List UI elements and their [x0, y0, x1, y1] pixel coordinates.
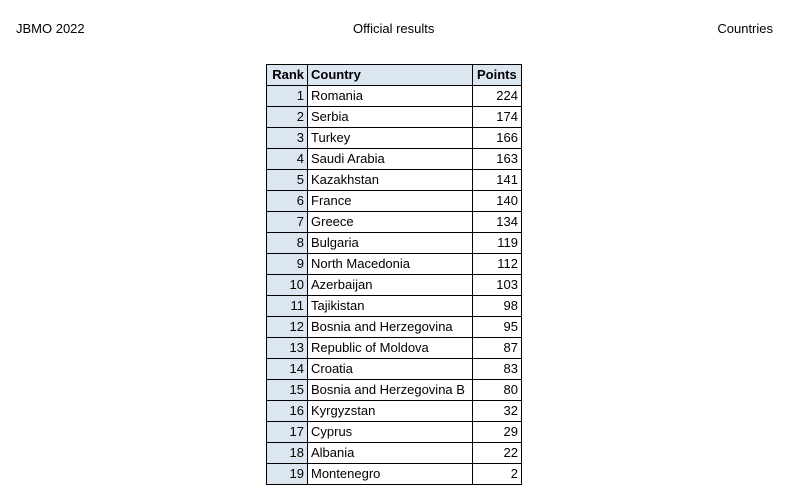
rank-cell: 2 [267, 107, 308, 128]
table-row [267, 464, 522, 485]
country-cell: Albania [308, 443, 473, 464]
table-row [267, 317, 522, 338]
country-cell: Kazakhstan [308, 170, 473, 191]
rank-cell: 1 [267, 86, 308, 107]
rank-cell: 4 [267, 149, 308, 170]
rank-cell: 16 [267, 401, 308, 422]
country-cell: France [308, 191, 473, 212]
rank-cell: 5 [267, 170, 308, 191]
rank-cell: 8 [267, 233, 308, 254]
table-body [267, 86, 522, 485]
rank-cell: 3 [267, 128, 308, 149]
table-row [267, 296, 522, 317]
points-cell: 29 [473, 422, 522, 443]
points-cell: 80 [473, 380, 522, 401]
points-cell: 22 [473, 443, 522, 464]
header-left-title: JBMO 2022 [16, 21, 85, 36]
rank-cell: 6 [267, 191, 308, 212]
country-cell: Kyrgyzstan [308, 401, 473, 422]
table-row [267, 401, 522, 422]
table-row [267, 233, 522, 254]
table-row [267, 86, 522, 107]
points-cell: 174 [473, 107, 522, 128]
rank-cell: 7 [267, 212, 308, 233]
country-cell: Bosnia and Herzegovina B [308, 380, 473, 401]
table-row [267, 380, 522, 401]
table-row [267, 107, 522, 128]
points-cell: 141 [473, 170, 522, 191]
country-cell: Serbia [308, 107, 473, 128]
country-cell: Romania [308, 86, 473, 107]
rank-cell: 19 [267, 464, 308, 485]
points-cell: 87 [473, 338, 522, 359]
rank-cell: 13 [267, 338, 308, 359]
points-cell: 224 [473, 86, 522, 107]
rank-cell: 9 [267, 254, 308, 275]
country-cell: Saudi Arabia [308, 149, 473, 170]
table-row [267, 128, 522, 149]
rank-cell: 14 [267, 359, 308, 380]
points-cell: 166 [473, 128, 522, 149]
points-cell: 83 [473, 359, 522, 380]
points-cell: 134 [473, 212, 522, 233]
country-cell: Greece [308, 212, 473, 233]
table-row [267, 212, 522, 233]
header-right-title: Countries [717, 21, 773, 36]
table-row [267, 275, 522, 296]
points-cell: 2 [473, 464, 522, 485]
points-cell: 140 [473, 191, 522, 212]
country-cell: Tajikistan [308, 296, 473, 317]
country-cell: North Macedonia [308, 254, 473, 275]
points-cell: 32 [473, 401, 522, 422]
column-header-rank: Rank [267, 65, 308, 86]
points-cell: 163 [473, 149, 522, 170]
table-row [267, 149, 522, 170]
country-cell: Turkey [308, 128, 473, 149]
header-center-title: Official results [353, 21, 435, 36]
points-cell: 98 [473, 296, 522, 317]
country-cell: Croatia [308, 359, 473, 380]
points-cell: 95 [473, 317, 522, 338]
column-header-points: Points [473, 65, 522, 86]
rank-cell: 12 [267, 317, 308, 338]
results-table [266, 64, 522, 485]
points-cell: 112 [473, 254, 522, 275]
points-cell: 119 [473, 233, 522, 254]
table-row [267, 359, 522, 380]
table-header-row [267, 65, 522, 86]
table-row [267, 170, 522, 191]
column-header-country: Country [308, 65, 473, 86]
rank-cell: 15 [267, 380, 308, 401]
country-cell: Azerbaijan [308, 275, 473, 296]
country-cell: Bosnia and Herzegovina [308, 317, 473, 338]
table-row [267, 443, 522, 464]
table-row [267, 254, 522, 275]
rank-cell: 10 [267, 275, 308, 296]
rank-cell: 17 [267, 422, 308, 443]
country-cell: Cyprus [308, 422, 473, 443]
country-cell: Bulgaria [308, 233, 473, 254]
country-cell: Montenegro [308, 464, 473, 485]
rank-cell: 18 [267, 443, 308, 464]
points-cell: 103 [473, 275, 522, 296]
table-row [267, 338, 522, 359]
country-cell: Republic of Moldova [308, 338, 473, 359]
table-row [267, 191, 522, 212]
table-row [267, 422, 522, 443]
rank-cell: 11 [267, 296, 308, 317]
